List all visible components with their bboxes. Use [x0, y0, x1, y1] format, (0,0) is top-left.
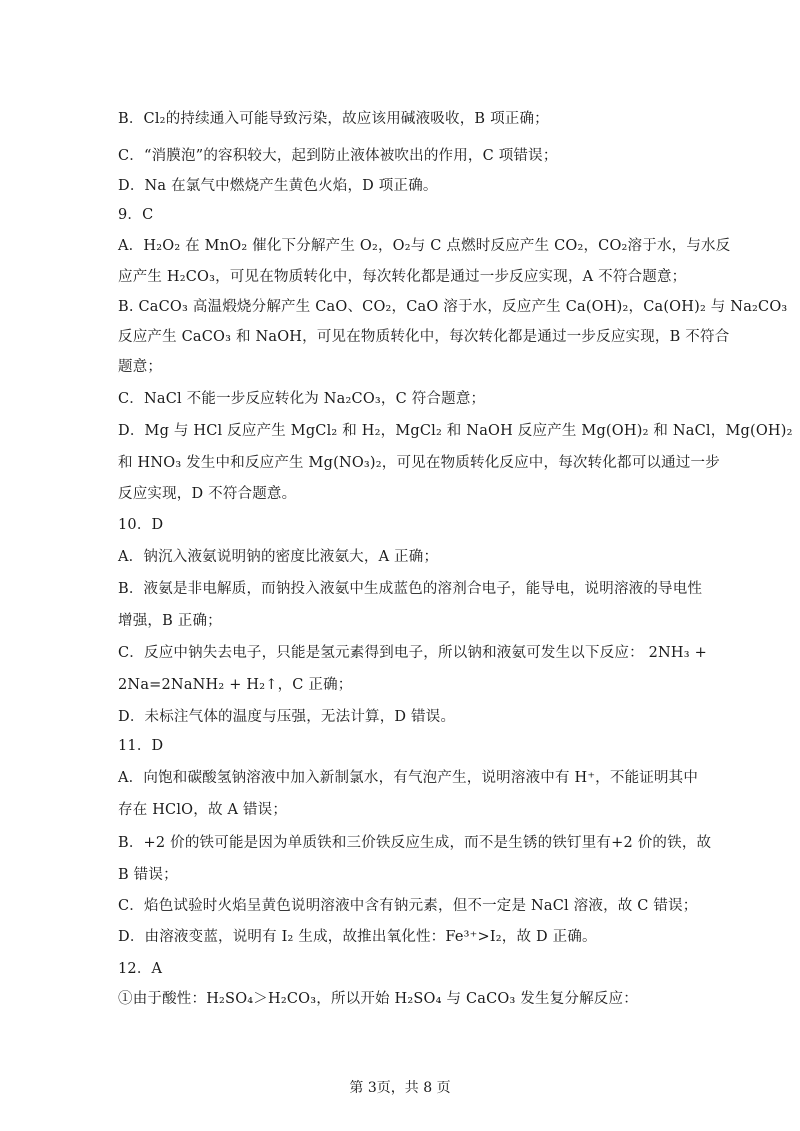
text-line: B．+2 价的铁可能是因为单质铁和三价铁反应生成，而不是生锈的铁钉里有+2 价的铁，故 — [118, 835, 712, 851]
text-line: C．焰色试验时火焰呈黄色说明溶液中含有钠元素，但不一定是 NaCl 溶液，故 C 错误； — [118, 898, 698, 914]
question-number: 12．A — [118, 961, 163, 977]
text-line: 和 HNO₃ 发生中和反应产生 Mg(NO₃)₂，可见在物质转化反应中，每次转化都可以通过一步 — [118, 455, 720, 471]
text-line: 应产生 H₂CO₃，可见在物质转化中，每次转化都是通过一步反应实现，A 不符合题意； — [118, 269, 687, 285]
text-line: A．H₂O₂ 在 MnO₂ 催化下分解产生 O₂，O₂与 C 点燃时反应产生 CO₂，CO₂溶于水，与水反 — [118, 238, 731, 254]
question-number: 10．D — [118, 517, 164, 533]
text-line: 反应实现，D 不符合题意。 — [118, 486, 297, 502]
text-line: C．NaCl 不能一步反应转化为 Na₂CO₃，C 符合题意； — [118, 391, 486, 407]
text-line: B 错误； — [118, 867, 178, 883]
text-line: 存在 HClO，故 A 错误； — [118, 802, 288, 818]
question-number: 11．D — [118, 738, 164, 754]
text-line: 反应产生 CaCO₃ 和 NaOH，可见在物质转化中，每次转化都是通过一步反应实现，B 不符合 — [118, 329, 730, 345]
text-line: A．向饱和碳酸氢钠溶液中加入新制氯水，有气泡产生，说明溶液中有 H⁺，不能证明其中 — [118, 770, 699, 786]
text-line: C．反应中钠失去电子，只能是氢元素得到电子，所以钠和液氨可发生以下反应： 2NH₃ + — [118, 645, 707, 661]
text-line: 增强，B 正确； — [118, 613, 222, 629]
text-line: D．Mg 与 HCl 反应产生 MgCl₂ 和 H₂，MgCl₂ 和 NaOH 反应产生 Mg(OH)₂ 和 NaCl，Mg(OH)₂ — [118, 423, 793, 439]
text-line: A．钠沉入液氨说明钠的密度比液氨大，A 正确； — [118, 549, 439, 565]
text-line: B．Cl₂的持续通入可能导致污染，故应该用碱液吸收，B 项正确； — [118, 111, 549, 127]
text-line: D．由溶液变蓝，说明有 I₂ 生成，故推出氧化性：Fe³⁺>I₂，故 D 正确。 — [118, 929, 597, 945]
text-line: ①由于酸性：H₂SO₄＞H₂CO₃，所以开始 H₂SO₄ 与 CaCO₃ 发生复分解反应： — [118, 991, 638, 1007]
text-line: D．Na 在氯气中燃烧产生黄色火焰，D 项正确。 — [118, 178, 438, 194]
text-line: 2Na=2NaNH₂ + H₂↑，C 正确； — [118, 677, 353, 693]
text-line: B．液氨是非电解质，而钠投入液氨中生成蓝色的溶剂合电子，能导电，说明溶液的导电性 — [118, 581, 703, 597]
page-footer: 第 3页，共 8 页 — [349, 1080, 451, 1096]
text-line: B. CaCO₃ 高温煅烧分解产生 CaO、CO₂，CaO 溶于水，反应产生 Ca(OH)₂，Ca(OH)₂ 与 Na₂CO₃ — [118, 299, 788, 315]
text-line: 题意； — [118, 359, 163, 375]
text-line: D．未标注气体的温度与压强，无法计算，D 错误。 — [118, 709, 456, 725]
question-number: 9．C — [118, 207, 154, 223]
text-line: C．“消膜泡”的容积较大，起到防止液体被吹出的作用，C 项错误； — [118, 148, 558, 164]
